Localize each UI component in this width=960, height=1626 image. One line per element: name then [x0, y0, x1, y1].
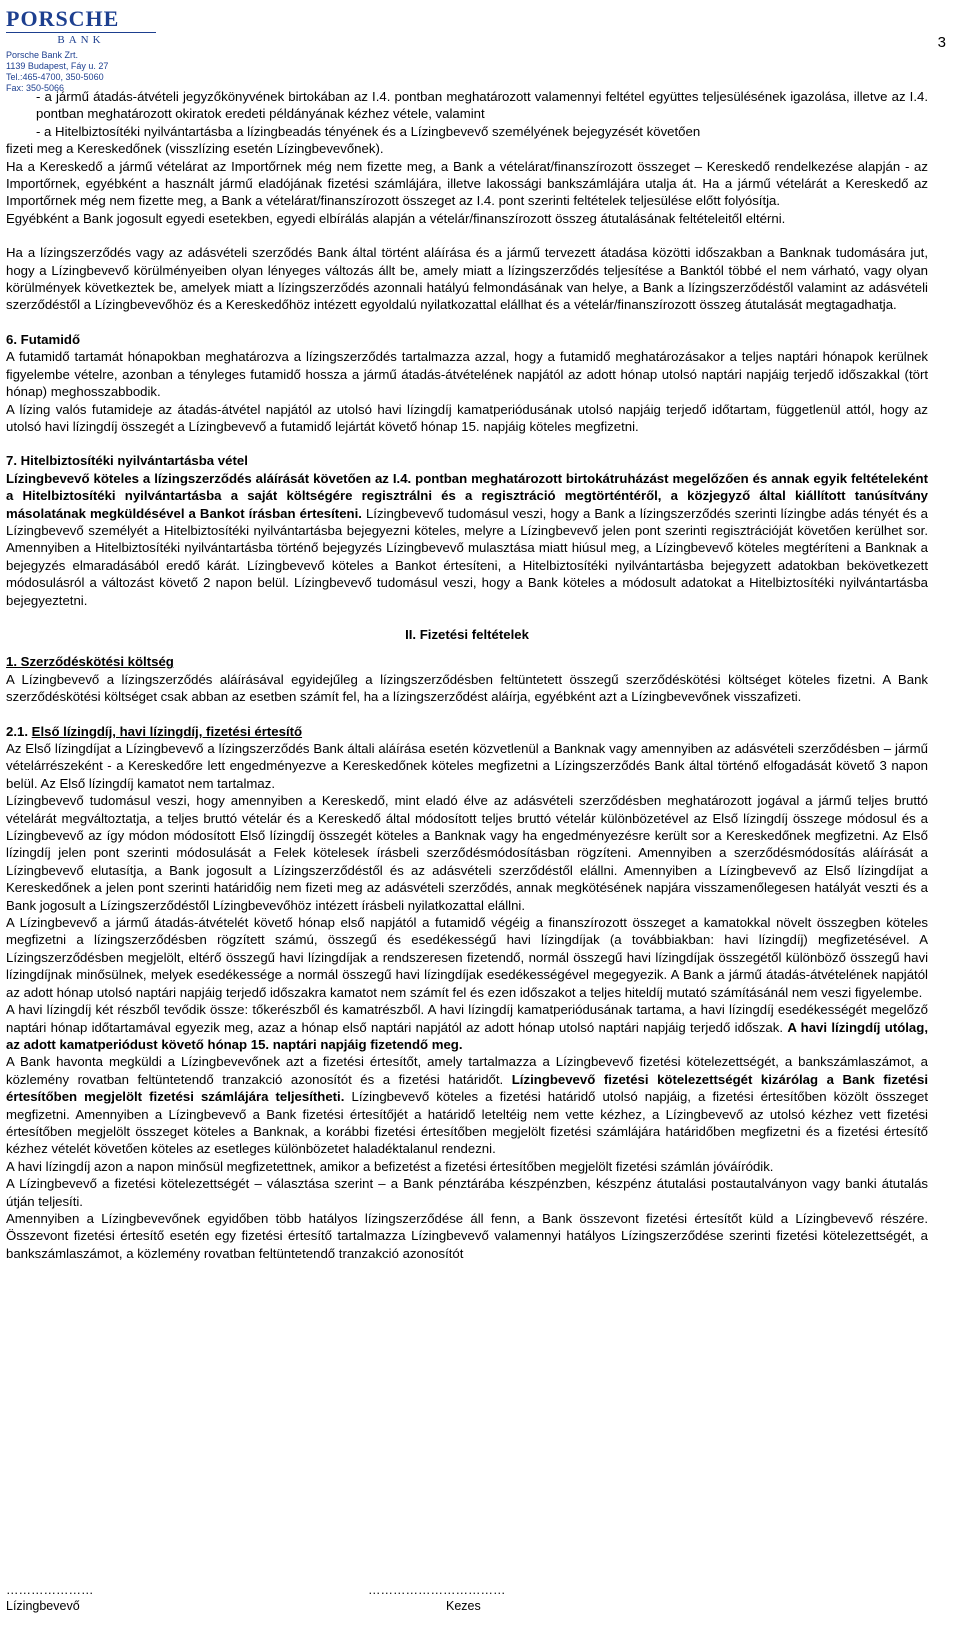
paragraph: A Lízingbevevő a fizetési kötelezettségét – választása szerint – a Bank pénztárába készpénzben, készpénz átutalási postautalványon vagy banki átutalás útján teljesíti.	[6, 1176, 928, 1209]
paragraph: Ha a Kereskedő a jármű vételárat az Importőrnek még nem fizette meg, a Bank a vételárat/finanszírozott összeget – Kereskedő rendelkezése alapján - az Importőrnek, egyébként a használt jármű eladójának fizetési számlájára, illetve lakossági bankszámlájára utalja át. Ha a jármű vételárát a Kereskedő az Importőrnek még nem fizette meg, a Bank a vételárat/finanszírozott összeget az I.4. pont szerinti feltételek teljesülése előtt folyósítja.	[6, 158, 928, 209]
signature-line: ……………………………	[368, 1583, 506, 1597]
paragraph: Az Első lízingdíjat a Lízingbevevő a lízingszerződés Bank általi aláírása esetén közvetlenül a Banknak vagy amennyiben az adásvételi szerződésben – jármű vételárrészeként - a Kereskedőre lett engedményezve a Kereskedőnek köteles megfizetni a Lízingszerződés Bank által történő elfogadását követő 3 napon belül. Az Első lízingdíj kamatot nem tartalmaz.	[6, 741, 928, 791]
paragraph: fizeti meg a Kereskedőnek (visszlízing esetén Lízingbevevőnek).	[6, 141, 384, 157]
signature-guarantor	[368, 1582, 506, 1614]
signature-lessee	[6, 1582, 94, 1614]
address-line: Tel.:465-4700, 350-5060	[6, 72, 104, 82]
paragraph: - a Hitelbiztosítéki nyilvántartásba a lízingbeadás tényének és a Lízingbevevő személyének bejegyzését követően	[36, 123, 701, 139]
paragraph: A futamidő tartamát hónapokban meghatározva a lízingszerződés tartalmazza azzal, hogy a futamidő meghatározásakor a teljes naptári hónapok kerülnek figyelembe vételre, azonban a tényleges futamidő hossza a jármű átadás-átvételének napjától az adott hónap utolsó naptári napjáig terjedő időszakkal (tört hónap) meghosszabbodik.	[6, 349, 928, 400]
paragraph: A Lízingbevevő a jármű átadás-átvételét követő hónap első napjától a futamidő végéig a finanszírozott összeget a kamatokkal növelt összegben köteles megfizetni a lízingszerződésben rögzített számú, összegű és esedékességű havi lízingdíjak (a továbbiakban: havi lízingdíj) megfizetésével. A Lízingszerződésben megjelölt, eltérő összegű havi lízingdíjak a rendszeresen fizetendő, normál összegű havi lízingdíjak összegétől különböző összegű havi lízingdíjnak minősülnek, melyek esedékessége a normál összegű havi lízingdíjak esedékességével megegyezik. A Bank a jármű átadás-átvételének napjától az adott hónap utolsó naptári napjáig terjedő időszakra kamatot nem számít fel és ezen időszakot a teljes hiteldíj mutató számításánál nem veszi figyelembe.	[6, 915, 928, 1000]
section-heading: 1. Szerződéskötési költség	[6, 654, 174, 670]
paragraph: Ha a lízingszerződés vagy az adásvételi szerződés Bank által történt aláírása és a jármű tervezett átadása közötti időszakban a Banknak tudomására jut, hogy a Lízingbevevő körülményeiben olyan lényeges változás állt be, amely miatt a lízingszerződés teljesítése a Banktól többé el nem várható, vagy olyan körülmények következtek be, amelyek miatt a lízingszerződés azonnali hatályú felmondásának van helye, a Bank a lízingszerződéstől valamint az adásvételi szerződéstől a Lízingbevevőhöz és a Kereskedőhöz intézett egyoldalú nyilatkozattal elállhat és a vételár/finanszírozott összeg átutalását megtagadhatja.	[6, 245, 928, 313]
chapter-heading: II. Fizetési feltételek	[405, 626, 529, 642]
page-number: 3	[937, 34, 946, 51]
logo-sub-text: BANK	[6, 32, 156, 46]
signature-label: Lízingbevevő	[6, 1599, 80, 1613]
paragraph: A havi lízingdíj azon a napon minősül megfizetettnek, amikor a befizetést a fizetési értesítőben megjelölt fizetési számlán jóváíródik.	[6, 1158, 774, 1174]
address-line: Fax: 350-5066	[6, 83, 65, 93]
paragraph: Lízingbevevő köteles a lízingszerződés aláírását követően az I.4. pontban meghatározott birtokátruházást megelőzően és annak egyik feltételeként a Hitelbiztosítéki nyilvántartásba a saját költségére regisztrálni és a regisztráció megtörténtéről, a közjegyző által kiállított tanúsítvány másolatának megküldésével a Bankot írásban értesíteni. Lízingbevevő tudomásul veszi, hogy a Bank a lízingszerződés szerinti lízingbe adás tényét és a Lízingbevevő személyét a Hitelbiztosítéki nyilvántartásba bejegyezni köteles, melyre a Lízingbevevő jelen pont szerinti regisztrációját követően kerülhet sor. Amennyiben a Hitelbiztosítéki nyilvántartásba történő bejegyzés Lízingbevevő mulasztása miatt hiúsul meg, a Lízingbevevő köteles megtéríteni a Banknak a bejegyzés elmaradásából eredő kárát. Lízingbevevő köteles a Bankot értesíteni, a Hitelbiztosítéki nyilvántartásba bejegyzett adatokban bekövetkezett módosulásról a változást követő 2 napon belül. Lízingbevevő tudomásul veszi, hogy a Bank köteles a módosult adatokat a Hitelbiztosítéki nyilvántartásba bejegyeztetni.	[6, 470, 928, 608]
paragraph: - a jármű átadás-átvételi jegyzőkönyvének birtokában az I.4. pontban meghatározott valamennyi feltétel együttes teljesülésének igazolása, illetve az I.4. pontban meghatározott okiratok eredeti példányának kézhez vétele, valamint	[36, 89, 928, 122]
logo-main-text: PORSCHE	[6, 6, 120, 31]
address-line: 1139 Budapest, Fáy u. 27	[6, 61, 109, 71]
section-heading: 6. Futamidő	[6, 331, 80, 347]
document-body	[6, 88, 928, 1262]
section-heading: 7. Hitelbiztosítéki nyilvántartásba vétel	[6, 453, 248, 469]
section-heading: 2.1. Első lízingdíj, havi lízingdíj, fizetési értesítő	[6, 723, 303, 739]
paragraph: A Bank havonta megküldi a Lízingbevevőnek azt a fizetési értesítőt, amely tartalmazza a Lízingbevevő fizetési kötelezettségét, a bankszámlaszámot, a közlemény rovatban feltüntetendő tranzakció azonosítót és a fizetési határidőt. Lízingbevevő fizetési kötelezettségét kizárólag a Bank fizetési értesítőben megjelölt fizetési számlájára teljesítheti. Lízingbevevő köteles a fizetési határidő utolsó napjáig, a fizetési értesítőben közölt összeget megfizetni. Amennyiben a Lízingbevevő a Bank fizetési értesítőjét a határidő leteltéig nem vette kézhez, a Lízingbevevő az utolsó kézhez vett fizetési értesítőben megjelölt összeget köteles a Banknak, a korábbi fizetési értesítőben megjelölt fizetési számlájára határidőben megfizetni és a fizetési értesítő kézhez vételét követően köteles az esetleges különbözetet haladéktalanul rendezni.	[6, 1054, 929, 1157]
paragraph: A lízing valós futamideje az átadás-átvétel napjától az utolsó havi lízingdíj kamatperiódusának utolsó napjáig terjedő időtartam, függetlenül attól, hogy az utolsó havi lízingdíj összegét a Lízingbevevő a futamidő lejártát követő hónap 15. napjáig köteles megfizetni.	[6, 401, 928, 434]
paragraph: A Lízingbevevő a lízingszerződés aláírásával egyidejűleg a lízingszerződésben feltüntetett összegű szerződéskötési költséget köteles fizetni. A Bank szerződéskötési költséget csak abban az esetben számít fel, ha a lízingszerződést aláírja, egyébként azt a Lízingbevevőnek visszafizeti.	[6, 671, 928, 705]
porsche-bank-logo	[6, 8, 176, 94]
paragraph: A havi lízingdíj két részből tevődik össze: tőkerészből és kamatrészből. A havi lízingdíj kamatperiódusának tartama, a havi lízingdíj esedékességét megelőző naptári hónap időtartamával egyezik meg, azaz a hónap első naptári napjától az adott hónap utolsó naptári napjáig terjedő időszak. A havi lízingdíj utólag, az adott kamatperiódust követő hónap 15. naptári napjáig fizetendő meg.	[6, 1002, 928, 1052]
signature-label: Kezes	[446, 1599, 481, 1613]
paragraph: Lízingbevevő tudomásul veszi, hogy amennyiben a Kereskedő, mint eladó élve az adásvételi szerződésben meghatározott jogával a jármű teljes bruttó vételárát megváltoztatja, a teljes bruttó vételár és a Kereskedő által módosított teljes bruttó vételár különbözetével az Első lízingdíj összege módosul és a Lízingbevevő az így módon módosított Első lízingdíj összegét köteles a Banknak vagy ha engedményezésre került sor a Kereskedőnek megfizetni. Az Első lízingdíj jelen pont szerinti módosulását a Felek kötelesek írásbeli szerződésmódosításban rögzíteni. Amennyiben a szerződésmódosítás aláírását a Lízingbevevő elutasítja, a Bank jogosult a Lízingszerződéstől és az adásvételi szerződéstől elállni. Amennyiben a Lízingbevevő az Első lízingdíjat a Kereskedőnek a jelen pont szerinti határidőig nem fizeti meg az adásvételi szerződés, annak megkötésének napjára visszamenőlegesen hatályát veszti és a Bank jogosult a Lízingszerződéstől Lízingbevevőhöz intézett írásbeli nyilatkozattal elállni.	[6, 793, 928, 913]
address-line: Porsche Bank Zrt.	[6, 50, 79, 60]
paragraph: Egyébként a Bank jogosult egyedi esetekben, egyedi elbírálás alapján a vételár/finanszírozott összeg átutalásának feltételeitől eltérni.	[6, 210, 786, 226]
signature-line: …………………	[6, 1583, 94, 1597]
paragraph: Amennyiben a Lízingbevevőnek egyidőben több hatályos lízingszerződése áll fenn, a Bank összevont fizetési értesítőt küld a Lízingbevevő részére. Összevont fizetési értesítő esetén egy fizetési értesítő tartalmazza Lízingbevevő valamennyi hatályos Lízingszerződése szerinti fizetési kötelezettségét, a bankszámlaszámot, a közlemény rovatban feltüntetendő tranzakció azonosítót	[6, 1210, 928, 1261]
